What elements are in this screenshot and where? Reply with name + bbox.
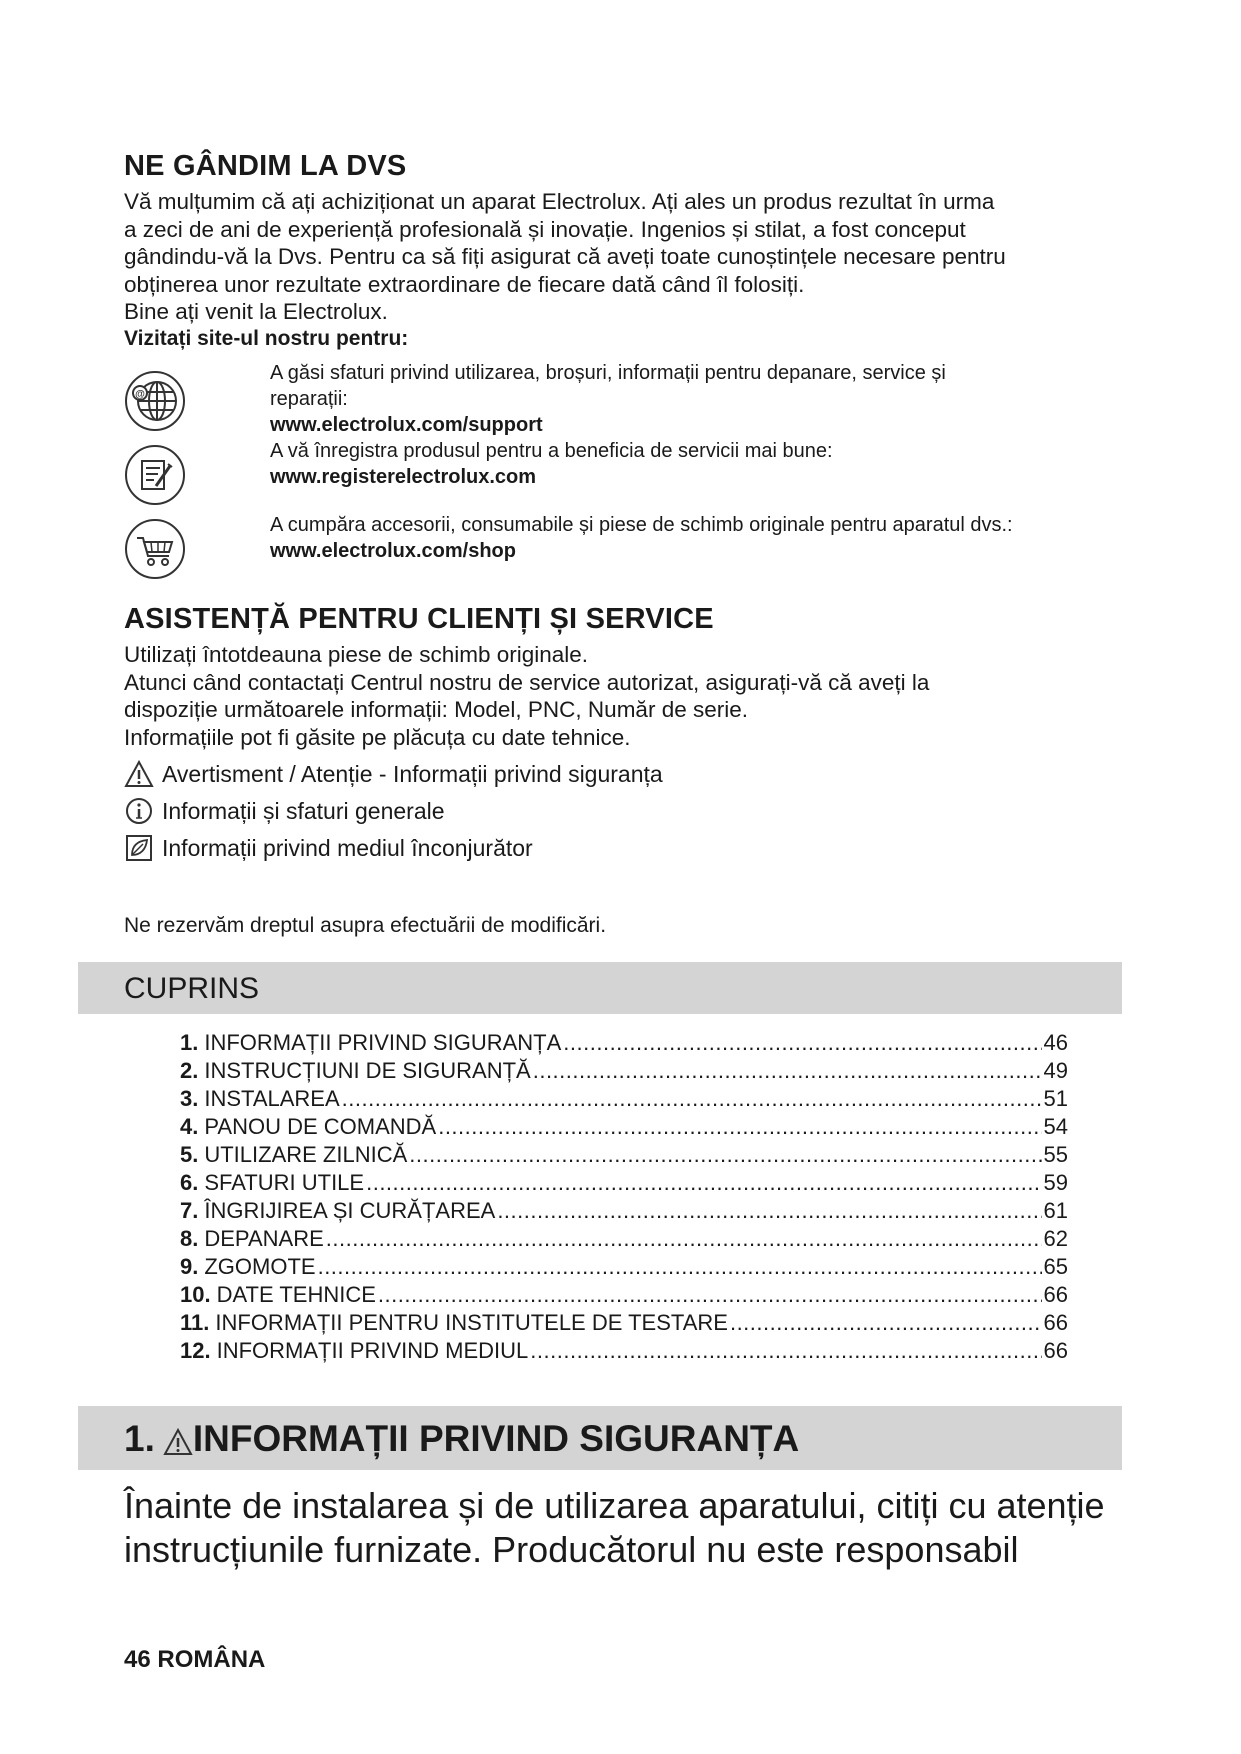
toc-item[interactable]: [180, 1198, 1068, 1226]
toc-number: 9.: [180, 1254, 199, 1279]
warning-icon: [124, 759, 154, 789]
toc-title: INFORMAȚII PRIVIND MEDIUL: [216, 1338, 529, 1363]
service-heading: ASISTENȚĂ PENTRU CLIENȚI ȘI SERVICE: [124, 603, 714, 635]
service-line: Utilizați întotdeauna piese de schimb originale.: [124, 642, 589, 667]
toc-item[interactable]: [180, 1142, 1068, 1170]
toc-page: 51: [1043, 1086, 1068, 1111]
toc-title: ÎNGRIJIREA ȘI CURĂȚAREA: [204, 1198, 496, 1223]
visit-label: Vizitați site-ul nostru pentru:: [124, 327, 409, 350]
intro-line: obținerea unor rezultate extraordinare de fiecare dată când îl folosiți.: [124, 271, 805, 297]
service-line: Informațiile pot fi găsite pe plăcuța cu date tehnice.: [124, 724, 631, 750]
intro-line: Vă mulțumim că ați achiziționat un aparat Electrolux. Ați ales un produs rezultat în urma: [124, 189, 995, 214]
toc-header-band: [78, 962, 1122, 1014]
toc-title: ZGOMOTE: [204, 1254, 316, 1279]
toc-page: 66: [1043, 1310, 1068, 1335]
info-icon: [124, 796, 154, 826]
toc-page: 61: [1043, 1198, 1068, 1223]
toc-heading: CUPRINS: [124, 972, 260, 1005]
toc-item[interactable]: [180, 1058, 1068, 1086]
intro-paragraph: [124, 188, 1134, 326]
toc-item[interactable]: [180, 1170, 1068, 1198]
table-of-contents: [180, 1030, 1068, 1366]
toc-title: UTILIZARE ZILNICĂ: [204, 1142, 408, 1167]
warning-icon: [163, 1424, 193, 1454]
page-footer: 46 ROMÂNA: [124, 1646, 266, 1673]
toc-page: 46: [1043, 1030, 1068, 1055]
intro-line: gândindu-vă la Dvs. Pentru ca să fiți asigurat că aveți toate cunoștințele necesare pentru: [124, 244, 1006, 269]
section1-heading: [124, 1418, 799, 1460]
rights-note: Ne rezervăm dreptul asupra efectuării de modificări.: [124, 914, 607, 937]
toc-number: 8.: [180, 1226, 199, 1251]
toc-page: 59: [1043, 1170, 1068, 1195]
toc-number: 11.: [180, 1310, 210, 1335]
toc-number: 6.: [180, 1170, 199, 1195]
toc-page: 54: [1043, 1114, 1068, 1139]
toc-item[interactable]: [180, 1086, 1068, 1114]
cart-icon: [124, 518, 186, 580]
link-support-text: [270, 360, 946, 438]
legend-text: Avertisment / Atenție - Informații privind siguranța: [162, 760, 663, 787]
section1-title: INFORMAȚII PRIVIND SIGURANȚA: [192, 1418, 800, 1459]
link-description: A vă înregistra produsul pentru a beneficia de servicii mai bune:: [270, 440, 833, 462]
toc-title: DEPANARE: [204, 1226, 324, 1251]
support-link[interactable]: www.electrolux.com/support: [270, 414, 543, 436]
service-paragraph: [124, 641, 1134, 751]
svg-text:@: @: [135, 389, 145, 400]
intro-line: Bine ați venit la Electrolux.: [124, 299, 388, 324]
toc-number: 1.: [180, 1030, 199, 1055]
toc-title: SFATURI UTILE: [204, 1170, 365, 1195]
toc-page: 62: [1043, 1226, 1068, 1251]
toc-number: 10.: [180, 1282, 211, 1307]
toc-item[interactable]: [180, 1114, 1068, 1142]
intro-heading: NE GÂNDIM LA DVS: [124, 150, 407, 182]
link-description: A găsi sfaturi privind utilizarea, broșuri, informații pentru depanare, service și: [270, 362, 946, 384]
legend-text: Informații și sfaturi generale: [162, 797, 445, 824]
toc-item[interactable]: [180, 1030, 1068, 1058]
intro-line: a zeci de ani de experiență profesională și inovație. Ingenios și stilat, a fost conceput: [124, 216, 966, 242]
toc-page: 49: [1043, 1058, 1068, 1083]
toc-number: 7.: [180, 1198, 199, 1223]
legend-environment: [124, 833, 533, 863]
toc-page: 66: [1043, 1282, 1068, 1307]
section1-line: Înainte de instalarea și de utilizarea aparatului, citiți cu atenție: [124, 1485, 1105, 1526]
toc-number: 2.: [180, 1058, 199, 1083]
link-shop-text: [270, 512, 1013, 564]
toc-item[interactable]: [180, 1338, 1068, 1366]
toc-number: 3.: [180, 1086, 199, 1111]
link-description: A cumpăra accesorii, consumabile și piese de schimb originale pentru aparatul dvs.:: [270, 514, 1013, 536]
toc-number: 5.: [180, 1142, 199, 1167]
section1-number: 1.: [124, 1418, 155, 1459]
toc-number: 4.: [180, 1114, 199, 1139]
globe-icon: [124, 370, 186, 432]
toc-title: INSTALAREA: [204, 1086, 340, 1111]
toc-item[interactable]: [180, 1310, 1068, 1338]
toc-number: 12.: [180, 1338, 211, 1363]
toc-item[interactable]: [180, 1226, 1068, 1254]
toc-page: 66: [1043, 1338, 1068, 1363]
legend-text: Informații privind mediul înconjurător: [162, 834, 533, 861]
service-line: dispoziție următoarele informații: Model, PNC, Număr de serie.: [124, 697, 748, 722]
register-link[interactable]: www.registerelectrolux.com: [270, 466, 537, 488]
service-line: Atunci când contactați Centrul nostru de service autorizat, asigurați-vă că aveți la: [124, 669, 930, 695]
link-register-text: [270, 438, 833, 490]
toc-title: DATE TEHNICE: [216, 1282, 376, 1307]
leaf-icon: [124, 833, 154, 863]
legend-info: [124, 796, 445, 826]
toc-page: 55: [1043, 1142, 1068, 1167]
toc-page: 65: [1043, 1254, 1068, 1279]
link-description: reparații:: [270, 388, 348, 410]
toc-title: INFORMAȚII PRIVIND SIGURANȚA: [204, 1030, 562, 1055]
section1-header-band: [78, 1406, 1122, 1470]
shop-link[interactable]: www.electrolux.com/shop: [270, 540, 516, 562]
legend-warning: [124, 759, 663, 789]
toc-title: INFORMAȚII PENTRU INSTITUTELE DE TESTARE: [215, 1310, 728, 1335]
toc-title: PANOU DE COMANDĂ: [204, 1114, 437, 1139]
register-icon: [124, 444, 186, 506]
toc-title: INSTRUCȚIUNI DE SIGURANȚĂ: [204, 1058, 531, 1083]
section1-line: instrucțiunile furnizate. Producătorul nu este responsabil: [124, 1529, 1019, 1570]
toc-item[interactable]: [180, 1282, 1068, 1310]
toc-item[interactable]: [180, 1254, 1068, 1282]
